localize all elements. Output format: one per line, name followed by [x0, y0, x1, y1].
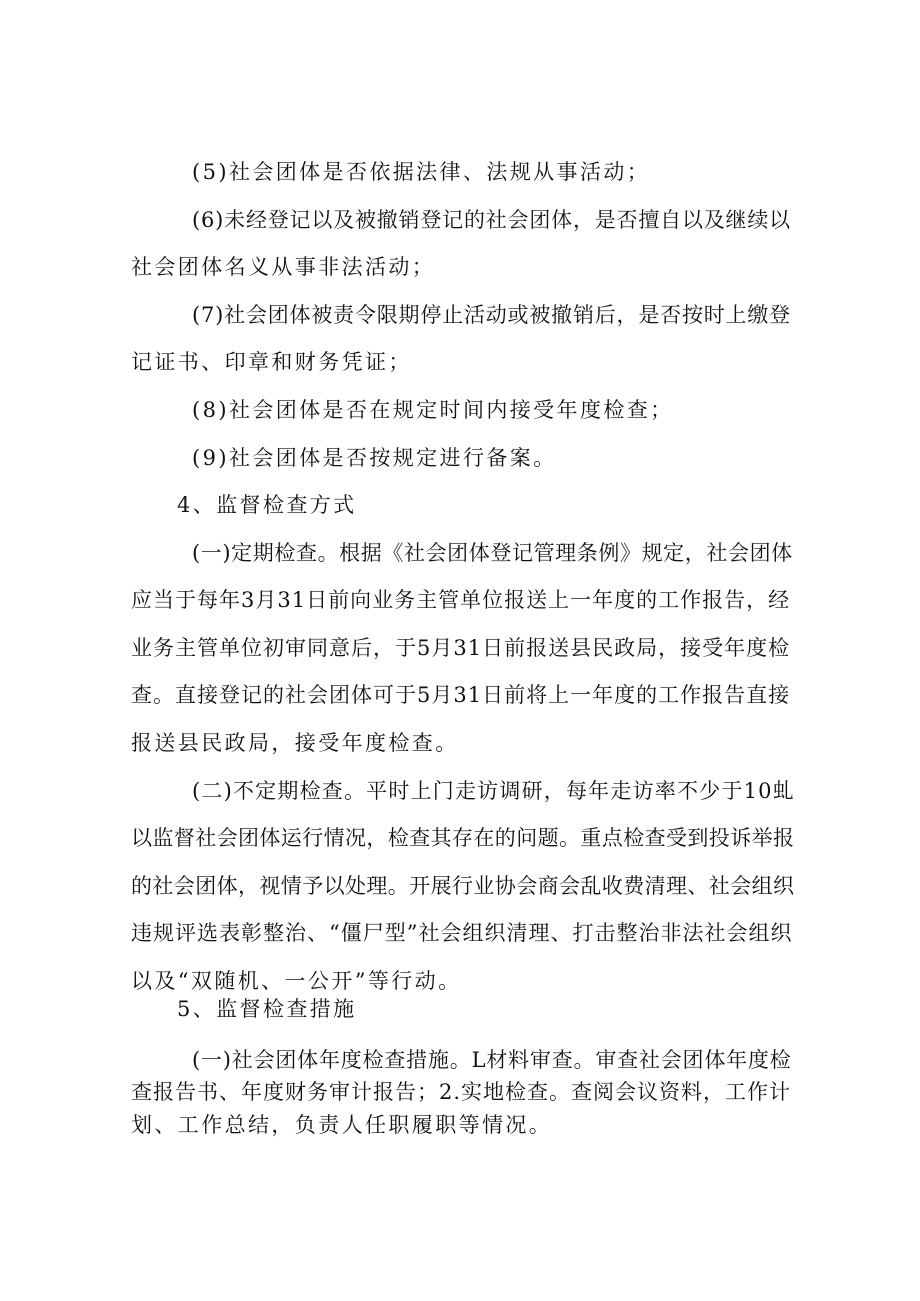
line-text: (一)社会团体年度检查措施。L材料审查。审查社会团体年度检 [192, 1048, 792, 1072]
line-text: 4、监督检查方式 [177, 493, 357, 517]
text-line [0, 390, 920, 430]
text-line [0, 1105, 920, 1145]
line-text: 划、工作总结，负责人任职履职等情况。 [131, 1113, 553, 1137]
text-line [0, 152, 920, 192]
text-line [0, 295, 920, 335]
line-text: (5)社会团体是否依据法律、法规从事活动； [192, 160, 651, 184]
line-text: 5、监督检查措施 [177, 997, 357, 1021]
text-line [0, 913, 920, 953]
section-heading [0, 485, 920, 525]
line-text: 报送县民政局，接受年度检查。 [131, 731, 459, 755]
line-text: (6)未经登记以及被撤销登记的社会团体，是否擅自以及继续以 [192, 208, 791, 232]
line-text: (二)不定期检查。平时上门走访调研，每年走访率不少于10虬 [192, 779, 795, 803]
line-text: 以监督社会团体运行情况，检查其存在的问题。重点检查受到投诉举报 [131, 826, 795, 850]
line-text: 违规评选表彰整治、“僵尸型”社会组织清理、打击整治非法社会组织 [131, 921, 793, 945]
text-line [0, 580, 920, 620]
line-text: (一)定期检查。根据《社会团体登记管理条例》规定，社会团体 [192, 541, 793, 565]
text-line [0, 438, 920, 478]
line-text: (9)社会团体是否按规定进行备案。 [192, 446, 557, 470]
text-line [0, 818, 920, 858]
line-text: 查。直接登记的社会团体可于5月31日前将上一年度的工作报告直接 [131, 683, 791, 707]
section-heading [0, 989, 920, 1029]
line-text: 业务主管单位初审同意后，于5月31日前报送县民政局，接受年度检 [131, 636, 791, 660]
line-text: 的社会团体，视情予以处理。开展行业协会商会乱收费清理、社会组织 [131, 874, 795, 898]
text-line [0, 342, 920, 382]
text-line [0, 771, 920, 811]
text-line [0, 723, 920, 763]
line-text: 记证书、印章和财务凭证； [131, 350, 412, 374]
line-text: 社会团体名义从事非法活动； [131, 255, 436, 279]
line-text: (8)社会团体是否在规定时间内接受年度检查； [192, 398, 674, 422]
text-line [0, 247, 920, 287]
text-line [0, 675, 920, 715]
text-line [0, 628, 920, 668]
line-text: (7)社会团体被责令限期停止活动或被撤销后，是否按时上缴登 [192, 303, 791, 327]
line-text: 以及“双随机、一公开”等行动。 [131, 969, 462, 993]
text-line [0, 200, 920, 240]
line-text: 查报告书、年度财务审计报告；2.实地检查。查阅会议资料，工作计 [131, 1080, 792, 1104]
text-line [0, 533, 920, 573]
text-line [0, 866, 920, 906]
line-text: 应当于每年3月31日前向业务主管单位报送上一年度的工作报告，经 [131, 588, 791, 612]
